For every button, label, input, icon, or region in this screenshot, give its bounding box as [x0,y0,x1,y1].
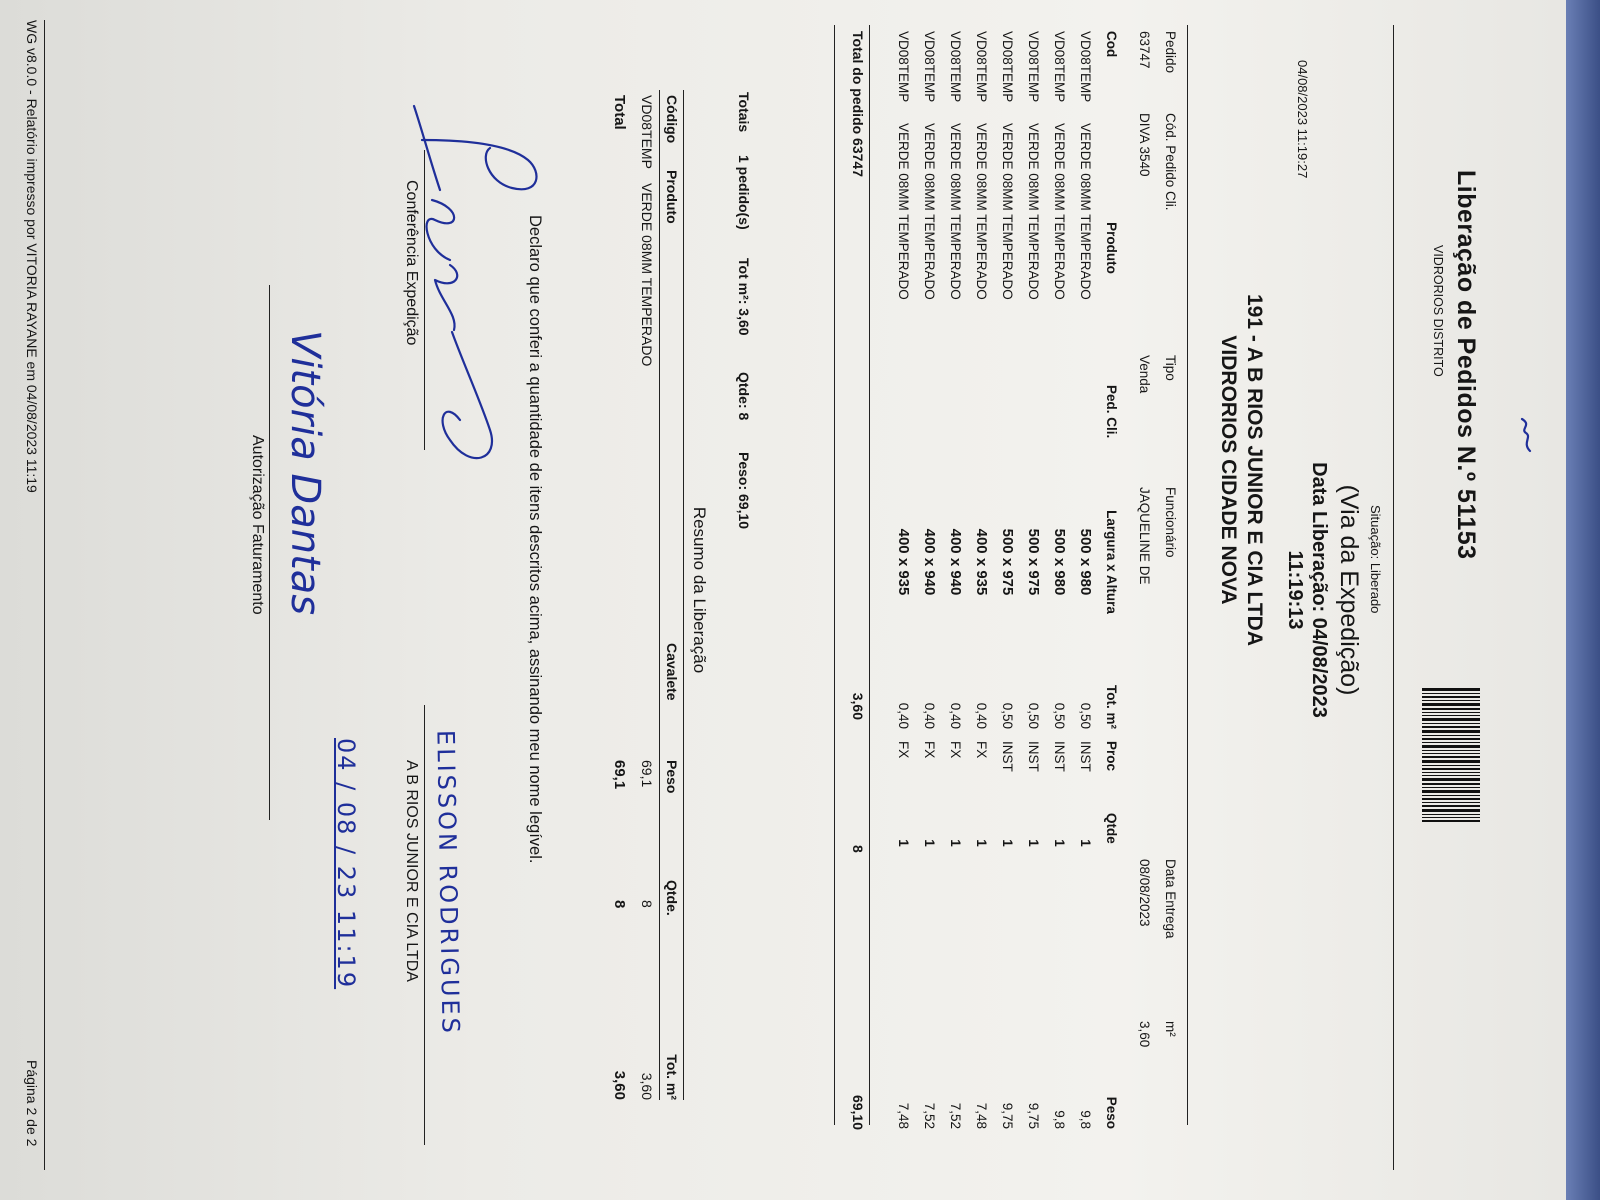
item-m2: 0,50 [1078,702,1094,729]
barcode-bar [1422,753,1480,754]
col-tot-m2: Tot. m² [1104,685,1120,729]
barcode-bar [1422,688,1480,691]
item-qty: 1 [1026,839,1042,847]
item-code: VD08TEMP [948,31,964,103]
barcode-bar [1422,778,1480,781]
summary-total-m2: 3,60 [611,1070,628,1100]
item-qty: 1 [1000,839,1016,847]
item-weight: 9,8 [1078,1110,1094,1129]
barcode-bar [1422,802,1480,803]
barcode-bar [1422,723,1480,724]
summary-col-peso: Peso [664,760,680,794]
item-code: VD08TEMP [974,31,990,103]
item-client-ref [943,379,969,471]
barcode-bar [1422,703,1480,706]
barcode-bar [1422,820,1480,822]
item-process: FX [948,741,964,759]
printed-at: 04/08/2023 11:19:27 [1295,60,1310,179]
client-order-code: DIVA 3540 [1137,113,1153,177]
item-code: VD08TEMP [1052,31,1068,103]
items-header-row [1099,25,1125,1135]
barcode-bar [1422,738,1480,740]
item-dimensions: 400 x 935 [973,528,991,596]
signature-line-client [424,705,425,1145]
col-cod: Cod [1104,31,1120,58]
company-name: VIDRORIOS DISTRITO [1431,245,1445,377]
item-product: VERDE 08MM TEMPERADO [1000,123,1016,300]
footer-printed-by: WG v8.0.0 - Relatório impresso por VITORIA RAYANE em 04/08/2023 11:19 [24,20,40,493]
item-weight: 7,48 [974,1102,990,1129]
items-table [891,25,1125,1135]
footer-page-number: Página 2 de 2 [24,1060,40,1147]
order-header-table [1132,25,1184,1135]
col-pedido: Pedido [1163,31,1179,74]
barcode-bar [1422,790,1480,793]
col-tipo: Tipo [1163,355,1179,381]
barcode-bar [1422,768,1480,770]
header-rule [1393,25,1394,1170]
summary-col-produto: Produto [664,170,680,224]
barcode-bar [1422,742,1480,743]
employee: JAQUELINE DE [1137,487,1153,585]
signature-line-billing [269,285,270,820]
item-code: VD08TEMP [896,31,912,103]
blue-tick-mark [1510,415,1540,455]
item-qty: 1 [922,839,938,847]
item-code: VD08TEMP [1000,31,1016,103]
release-time: 11:19:13 [1284,550,1306,630]
summary-row-codigo: VD08TEMP [639,95,655,169]
order-header-row [1158,25,1184,1135]
barcode-bar [1422,750,1480,751]
barcode-bar [1422,760,1480,763]
item-client-ref [1021,379,1047,471]
items-body [891,25,1099,1135]
client-store: VIDRORIOS CIDADE NOVA [1217,335,1240,605]
item-row [1047,25,1073,1135]
conference-label: Conferência Expedição [403,180,420,346]
item-product: VERDE 08MM TEMPERADO [974,123,990,300]
col-funcionario: Funcionário [1163,487,1179,558]
col-data-entrega: Data Entrega [1163,859,1179,939]
item-dimensions: 500 x 980 [1077,528,1095,596]
summary-total-weight: 69,1 [611,760,628,790]
col-produto: Produto [1104,222,1120,274]
totals-orders: 1 pedido(s) [736,155,752,230]
summary-total-label: Total [611,95,628,130]
order-type: Venda [1137,355,1153,394]
item-qty: 1 [1078,839,1094,847]
item-process: INST [1026,741,1042,772]
order-number: 63747 [1137,31,1153,69]
item-m2: 0,50 [1026,702,1042,729]
item-client-ref [1047,379,1073,471]
item-process: FX [896,741,912,759]
item-dimensions: 500 x 975 [1025,528,1043,596]
item-row [917,25,943,1135]
item-weight: 9,75 [1026,1102,1042,1129]
barcode-bar [1422,715,1480,716]
col-qtde: Qtde [1104,813,1120,844]
item-client-ref [1073,379,1099,471]
item-row [943,25,969,1135]
barcode-bar [1422,700,1480,701]
item-client-ref [917,379,943,471]
barcode-bar [1422,735,1480,736]
item-client-ref [969,379,995,471]
item-product: VERDE 08MM TEMPERADO [948,123,964,300]
col-peso: Peso [1104,1096,1120,1129]
item-process: FX [974,741,990,759]
summary-row-tot-m2: 3,60 [639,1072,655,1100]
totals-top-rule [834,25,835,1125]
summary-row-peso: 69,1 [639,760,655,788]
item-m2: 0,50 [1000,702,1016,729]
order-rule [1187,25,1188,1125]
totals-m2: Tot m²: 3,60 [736,258,752,336]
item-dimensions: 400 x 940 [947,528,965,596]
summary-col-codigo: Código [664,95,680,144]
item-qty: 1 [974,839,990,847]
item-product: VERDE 08MM TEMPERADO [1026,123,1042,300]
item-m2: 0,40 [896,702,912,729]
barcode [1422,688,1480,822]
summary-row-produto: VERDE 08MM TEMPERADO [639,183,655,367]
item-row [969,25,995,1135]
barcode-bar [1422,726,1480,728]
items-total-rule [869,25,870,1125]
col-m2: m² [1163,1021,1179,1037]
summary-total-qty: 8 [611,900,628,909]
item-weight: 7,52 [922,1102,938,1129]
barcode-bar [1422,756,1480,758]
barcode-bar [1422,809,1480,812]
item-m2: 0,40 [922,702,938,729]
totals-label: Totais [736,92,752,133]
item-row [1021,25,1047,1135]
item-client-ref [995,379,1021,471]
via-label: (Via da Expedição) [1335,484,1363,696]
summary-row-qtde: 8 [639,900,655,908]
item-code: VD08TEMP [922,31,938,103]
barcode-bar [1422,814,1480,815]
barcode-bar [1422,696,1480,698]
item-qty: 1 [948,839,964,847]
item-m2: 0,40 [948,702,964,729]
totals-weight: Peso: 69,10 [736,452,752,530]
billing-label: Autorização Faturamento [249,435,266,615]
barcode-bar [1422,765,1480,766]
order-total-m2: 3,60 [850,692,866,720]
item-row [891,25,917,1135]
item-client-ref [891,379,917,471]
item-row [995,25,1021,1135]
item-m2: 0,40 [974,702,990,729]
item-code: VD08TEMP [1078,31,1094,103]
totals-qty: Qtde: 8 [736,372,752,421]
item-weight: 9,75 [1000,1102,1016,1129]
delivery-date: 08/08/2023 [1137,859,1153,927]
item-weight: 7,52 [948,1102,964,1129]
barcode-bar [1422,787,1480,788]
client-signature-label: A B RIOS JUNIOR E CIA LTDA [403,760,420,982]
item-product: VERDE 08MM TEMPERADO [922,123,938,300]
summary-col-cavalete: Cavalete [664,643,680,701]
barcode-bar [1422,708,1480,710]
order-total-label: Total do pedido 63747 [850,31,866,177]
barcode-bar [1422,775,1480,776]
item-process: INST [1078,741,1094,772]
col-ped-cli: Ped. Cli. [1104,385,1120,439]
item-process: FX [922,741,938,759]
barcode-bar [1422,798,1480,800]
summary-col-qtde: Qtde. [664,880,680,916]
conference-signature [410,100,550,480]
order-total-qty: 8 [850,845,866,853]
barcode-bar [1422,693,1480,694]
barcode-bar [1422,730,1480,733]
item-product: VERDE 08MM TEMPERADO [1052,123,1068,300]
barcode-bar [1422,805,1480,807]
order-values-row [1132,25,1158,1135]
item-m2: 0,50 [1052,702,1068,729]
item-product: VERDE 08MM TEMPERADO [1078,123,1094,300]
item-weight: 9,8 [1052,1110,1068,1129]
barcode-bar [1422,783,1480,785]
col-largura-altura: Largura x Altura [1104,510,1120,614]
item-code: VD08TEMP [1026,31,1042,103]
declaration-text: Declaro que conferi a quantidade de itens descritos acima, assinando meu nome legível. [526,215,544,864]
report-title: Liberação de Pedidos N.º 51153 [1452,170,1480,560]
release-date: Data Liberação: 04/08/2023 [1308,462,1330,718]
item-process: INST [1052,741,1068,772]
status-text: Situação: Liberado [1368,505,1383,614]
item-qty: 1 [896,839,912,847]
summary-header-rule [659,90,660,1100]
item-dimensions: 400 x 940 [921,528,939,596]
barcode-bar [1422,817,1480,818]
summary-top-rule [683,90,684,1100]
item-dimensions: 500 x 975 [999,528,1017,596]
blue-folder-edge [1566,0,1600,1200]
client-handwritten-name: ELISSON RODRIGUES [431,729,465,1037]
order-total-weight: 69,10 [850,1094,866,1130]
summary-col-tot-m2: Tot. m² [664,1054,680,1100]
item-process: INST [1000,741,1016,772]
billing-handwritten-signature: Vitória Dantas [282,330,328,616]
item-product: VERDE 08MM TEMPERADO [896,123,912,300]
item-qty: 1 [1052,839,1068,847]
barcode-bar [1422,745,1480,748]
report-sheet [10,0,1570,1180]
barcode-bar [1422,795,1480,796]
barcode-bar [1422,718,1480,721]
barcode-bar [1422,712,1480,713]
summary-title: Resumo da Liberação [690,506,709,674]
client-name: 191 - A B RIOS JUNIOR E CIA LTDA [1243,294,1266,646]
barcode-bar [1422,772,1480,773]
footer-rule [44,20,45,1170]
item-row [1073,25,1099,1135]
handwritten-date: 04 / 08 / 23 11:19 [332,738,360,990]
item-weight: 7,48 [896,1102,912,1129]
item-dimensions: 500 x 980 [1051,528,1069,596]
col-cod-pedido: Cód. Pedido Cli. [1163,113,1179,211]
col-proc: Proc [1104,741,1120,772]
order-m2: 3,60 [1137,1021,1153,1048]
item-dimensions: 400 x 935 [895,528,913,596]
